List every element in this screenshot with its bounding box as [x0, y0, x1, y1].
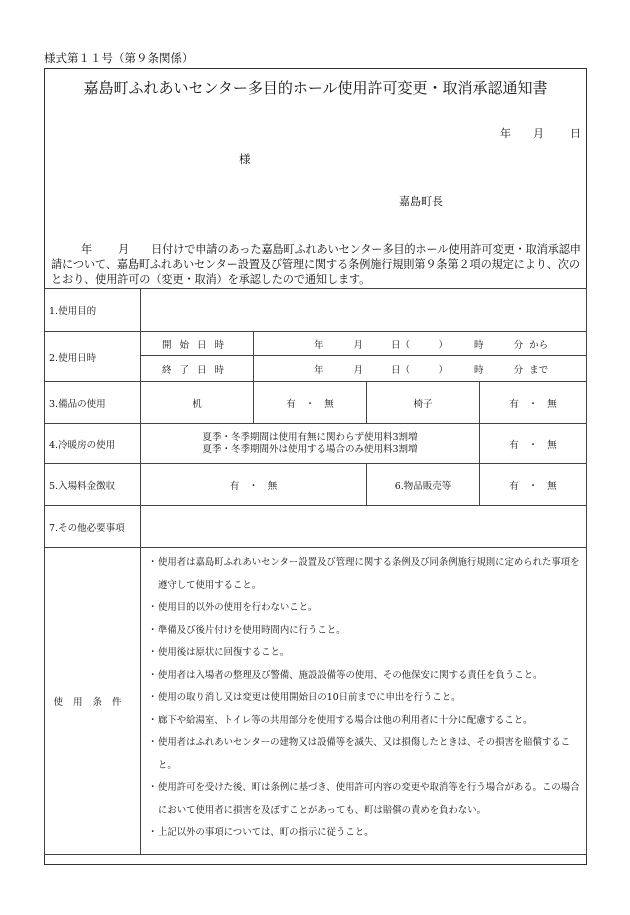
conditions-list	[147, 548, 582, 845]
condition-item: ・ 使用の取り消し又は変更は使用開始日の10日前までに申出を行うこと。	[151, 687, 582, 710]
page-title: 嘉島町ふれあいセンター多目的ホール使用許可変更・取消承認通知書	[83, 79, 548, 97]
other-label: 7.その他必要事項	[45, 506, 141, 548]
body-text: 日付けで申請のあった嘉島町ふれあいセンター多目的ホール使用許可変更・取消承認申請について、嘉島町ふれあいセンター設置及び管理に関する条例施行規則第９条第２項の規定により、次のとおり、使用許可の（変更・取消）を承認したので通知します。	[51, 243, 581, 286]
admission-row	[45, 464, 587, 506]
other-row	[45, 506, 587, 548]
start-datetime-label: 開始日時	[141, 332, 254, 356]
admission-choice[interactable]: 有 ・ 無	[141, 464, 367, 506]
condition-item: ・ 上記以外の事項については、町の指示に従うこと。	[151, 822, 582, 845]
conditions-cell	[141, 548, 587, 855]
condition-item: ・ 使用許可を受けた後、町は条例に基づき、使用許可内容の変更や取消等を行う場合がある。この場合において使用者に損害を及ぼすことがあっても、町は賠償の責めを負わない。	[151, 777, 582, 822]
details-table	[44, 288, 587, 855]
conditions-label: 使用条件	[45, 548, 141, 855]
conditions-row	[45, 548, 587, 855]
datetime-start-row	[45, 332, 587, 356]
chair-label: 椅子	[367, 382, 480, 424]
condition-item: ・ 使用者はふれあいセンターの建物又は設備等を滅失、又は損傷したときは、その損害を賠償すること。	[151, 732, 582, 777]
condition-item: ・ 使用者は入場者の整理及び警備、施設設備等の使用、その他保安に関する責任を負うこと。	[151, 665, 582, 688]
body-year-label: 年	[81, 243, 93, 256]
aircon-note-2: 夏季・冬季期間外は使用する場合のみ使用料3割増	[202, 443, 418, 455]
body-month-label: 月	[118, 243, 130, 256]
aircon-row	[45, 424, 587, 464]
start-datetime-field[interactable]: 年 月 日（ ） 時 分 から	[254, 332, 587, 356]
aircon-choice[interactable]: 有 ・ 無	[480, 424, 587, 464]
recipient-suffix: 様	[239, 152, 251, 166]
end-datetime-label: 終了日時	[141, 356, 254, 382]
equipment-row	[45, 382, 587, 424]
form-number: 様式第１１号（第９条関係）	[44, 51, 194, 65]
admission-label: 5.入場料金徴収	[45, 464, 141, 506]
aircon-notes	[141, 424, 480, 464]
datetime-label: 2.使用日時	[45, 332, 141, 382]
chair-choice[interactable]: 有 ・ 無	[480, 382, 587, 424]
condition-item: ・ 使用者は嘉島町ふれあいセンター設置及び管理に関する条例及び同条例施行規則に定められた事項を遵守して使用すること。	[151, 552, 582, 597]
notice-form	[44, 68, 587, 865]
desk-choice[interactable]: 有 ・ 無	[254, 382, 367, 424]
aircon-note-1: 夏季・冬季期間は使用有無に関わらず使用料3割増	[202, 431, 418, 443]
sales-choice[interactable]: 有 ・ 無	[480, 464, 587, 506]
sender-name: 嘉島町長	[399, 195, 443, 208]
sales-label: 6.物品販売等	[367, 464, 480, 506]
condition-item: ・ 廊下や給湯室、トイレ等の共用部分を使用する場合は他の利用者に十分に配慮すること。	[151, 710, 582, 733]
aircon-label: 4.冷暖房の使用	[45, 424, 141, 464]
notice-body	[51, 242, 583, 287]
purpose-label: 1.使用目的	[45, 289, 141, 332]
condition-item: ・ 使用後は原状に回復すること。	[151, 642, 582, 665]
date-day-label: 日	[570, 127, 581, 140]
condition-item: ・ 使用目的以外の使用を行わないこと。	[151, 597, 582, 620]
end-datetime-field[interactable]: 年 月 日（ ） 時 分 まで	[254, 356, 587, 382]
purpose-field[interactable]	[141, 289, 587, 332]
purpose-row	[45, 289, 587, 332]
other-field[interactable]	[141, 506, 587, 548]
condition-item: ・ 準備及び後片付けを使用時間内に行うこと。	[151, 620, 582, 643]
equipment-label: 3.備品の使用	[45, 382, 141, 424]
date-year-label: 年	[500, 127, 511, 140]
desk-label: 机	[141, 382, 254, 424]
date-month-label: 月	[533, 127, 544, 140]
